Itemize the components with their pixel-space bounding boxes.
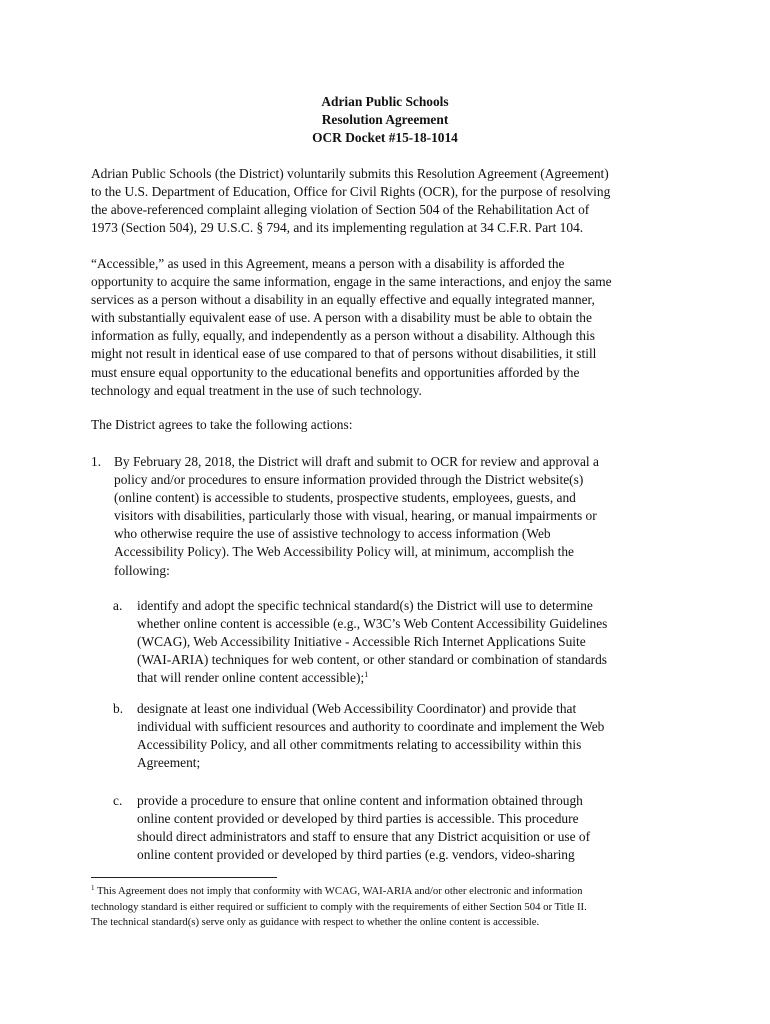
sub-b-line: Accessibility Policy, and all other commitments relating to accessibility within this — [137, 737, 582, 753]
sub-a-last-text: that will render online content accessible); — [137, 670, 365, 686]
item-1-line: policy and/or procedures to ensure information provided through the District website(s) — [114, 472, 584, 488]
accessible-definition-paragraph — [91, 255, 691, 400]
agrees-text: The District agrees to take the following actions: — [91, 417, 353, 432]
agrees-paragraph — [91, 416, 691, 434]
item-1-body — [114, 453, 674, 580]
sub-item-b-letter: b. — [113, 701, 124, 716]
sub-a-line: whether online content is accessible (e.g., W3C’s Web Content Accessibility Guidelines — [137, 616, 608, 632]
intro-line: 1973 (Section 504), 29 U.S.C. § 794, and its implementing regulation at 34 C.F.R. Part 104. — [91, 220, 584, 236]
item-1-number: 1. — [91, 454, 102, 469]
footnote-line — [91, 884, 691, 900]
sub-a-line: (WAI-ARIA) techniques for web content, or other standard or combination of standards — [137, 652, 608, 668]
item-1-line: (online content) is accessible to students, prospective students, employees, guests, and — [114, 490, 576, 506]
footnote — [91, 884, 691, 931]
sub-c-line: provide a procedure to ensure that online content and information obtained through — [137, 793, 583, 808]
definition-line: information as fully, equally, and independently as a person without a disability. Although this — [91, 328, 595, 344]
footnote-divider — [91, 877, 277, 878]
item-1-line: By February 28, 2018, the District will draft and submit to OCR for review and approval a — [114, 454, 599, 469]
sub-a-line — [137, 669, 677, 687]
definition-line: must ensure equal opportunity to the educational benefits and opportunities afforded by the — [91, 364, 580, 380]
footnote-reference: 1 — [364, 670, 369, 680]
sub-c-line: should direct administrators and staff to ensure that any District acquisition or use of — [137, 829, 591, 845]
header-agreement-title: Resolution Agreement — [321, 112, 449, 127]
intro-paragraph — [91, 165, 691, 237]
document-header — [0, 93, 770, 147]
definition-line: services as a person without a disability in an equally effective and equally integrated manner, — [91, 292, 595, 308]
footnote-line: technology standard is either required or sufficient to comply with the requirements of either Section 504 or Title II. — [91, 900, 587, 913]
definition-line: with substantially equivalent ease of use. A person with a disability must be able to obtain the — [91, 310, 592, 326]
header-district-name: Adrian Public Schools — [321, 94, 449, 109]
definition-line: opportunity to acquire the same information, engage in the same interactions, and enjoy the same — [91, 274, 612, 290]
item-1-line: who otherwise require the use of assistive technology to access information (Web — [114, 526, 551, 542]
footnote-line: The technical standard(s) serve only as guidance with respect to whether the online content is accessible. — [91, 916, 540, 929]
sub-item-b-body — [137, 700, 677, 772]
sub-c-line: online content provided or developed by third parties (e.g. vendors, video-sharing — [137, 847, 575, 863]
definition-line: technology and equal treatment in the use of such technology. — [91, 382, 422, 398]
sub-a-line: identify and adopt the specific technical standard(s) the District will use to determine — [137, 598, 593, 613]
intro-line: Adrian Public Schools (the District) voluntarily submits this Resolution Agreement (Agreement) — [91, 166, 609, 181]
footnote-marker: 1 — [91, 884, 95, 892]
sub-item-a-letter: a. — [113, 598, 123, 613]
sub-item-c-letter: c. — [113, 793, 123, 808]
definition-line: “Accessible,” as used in this Agreement, means a person with a disability is afforded the — [91, 256, 565, 271]
definition-line: might not result in identical ease of use compared to that of persons without disabilities, it still — [91, 346, 597, 362]
item-1-line: following: — [114, 562, 170, 578]
item-1-line: Accessibility Policy). The Web Accessibility Policy will, at minimum, accomplish the — [114, 544, 574, 560]
header-docket-number: OCR Docket #15-18-1014 — [312, 130, 458, 145]
intro-line: to the U.S. Department of Education, Office for Civil Rights (OCR), for the purpose of resolving — [91, 184, 611, 200]
sub-b-line: designate at least one individual (Web Accessibility Coordinator) and provide that — [137, 701, 577, 716]
item-1-line: visitors with disabilities, particularly those with visual, hearing, or manual impairments or — [114, 508, 597, 524]
intro-line: the above-referenced complaint alleging violation of Section 504 of the Rehabilitation Act of — [91, 202, 590, 218]
sub-item-c-body — [137, 792, 677, 864]
sub-c-line: online content provided or developed by third parties is accessible. This procedure — [137, 811, 579, 827]
footnote-text: This Agreement does not imply that conformity with WCAG, WAI-ARIA and/or other electronic and information — [94, 885, 583, 897]
sub-b-line: Agreement; — [137, 755, 201, 771]
sub-a-line: (WCAG), Web Accessibility Initiative - Accessible Rich Internet Applications Suite — [137, 634, 586, 650]
sub-item-a-body — [137, 597, 677, 687]
sub-b-line: individual with sufficient resources and authority to coordinate and implement the Web — [137, 719, 605, 735]
